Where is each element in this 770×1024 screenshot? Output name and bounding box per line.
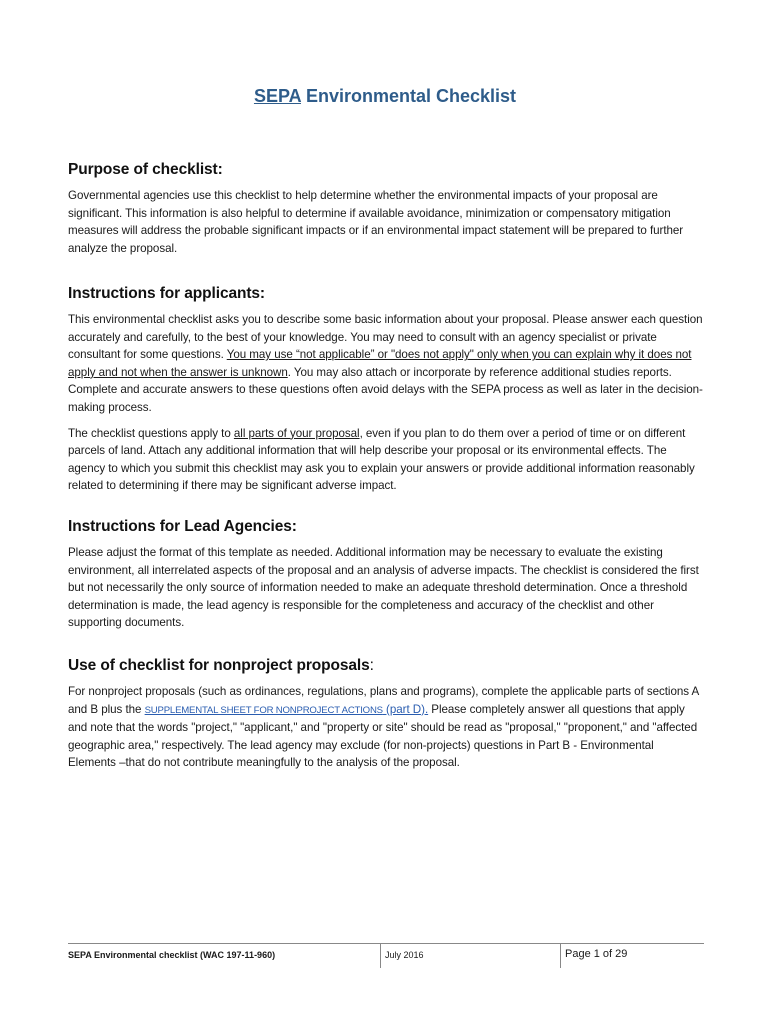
footer-date: July 2016	[385, 950, 424, 960]
supplemental-sheet-link-small: SUPPLEMENTAL SHEET FOR NONPROJECT ACTIONS	[144, 704, 383, 716]
footer-divider	[560, 944, 561, 968]
applicants-heading: Instructions for applicants:	[68, 285, 265, 302]
title-rest: Environmental Checklist	[300, 86, 517, 106]
applicants-p1-underlined: You may use “not applicable” or "does not apply" only when you can explain why it does not apply and not when the answer is unknown	[68, 348, 692, 379]
lead-paragraph: Please adjust the format of this template as needed. Additional information may be necessary to evaluate the existing environment, all interrelated aspects of the proposal and an analysis of adverse impacts. The checklist is considered the first but not necessarily the only source of information needed to make an adequate threshold determination. Once a threshold determination is made, the lead agency is responsible for the completeness and accuracy of the checklist and other supporting documents.	[68, 546, 699, 630]
applicants-paragraph-2	[68, 425, 704, 495]
nonproject-heading	[68, 657, 704, 675]
supplemental-sheet-link-rest: (part D).	[382, 702, 429, 716]
section-lead-agencies	[68, 518, 704, 640]
nonproject-heading-colon: :	[369, 657, 374, 674]
page-footer	[68, 943, 704, 968]
title-abbreviation: SEPA	[253, 86, 301, 106]
section-applicants	[68, 285, 704, 503]
applicants-p1-text-a: This environmental checklist asks you to describe some basic information about your proposal. Please answer each question accurately and carefully, to the best of your knowledge. You may need to consult with an agency specialist or private consultant for some questions.	[68, 313, 703, 362]
page-title	[0, 86, 770, 107]
supplemental-sheet-link[interactable]	[145, 703, 429, 716]
applicants-p1-text-b: . You may also attach or incorporate by reference additional studies reports. Complete and accurate answers to these questions often avoid delays with the SEPA process as well as later in the decision-making process.	[68, 365, 703, 414]
lead-heading: Instructions for Lead Agencies:	[68, 518, 297, 535]
applicants-p2-text-b: , even if you plan to do them over a period of time or on different parcels of land. Attach any additional information that will help describe your proposal or its environmental effects. The agency to which you submit this checklist may ask you to explain your answers or provide additional information reasonably related to determining if there may be significant adverse impact.	[68, 426, 695, 493]
section-nonproject	[68, 657, 704, 780]
applicants-paragraph-1	[68, 311, 704, 417]
footer-document-id: SEPA Environmental checklist (WAC 197-11-960)	[68, 950, 276, 960]
nonproject-paragraph	[68, 683, 704, 772]
applicants-p2-underlined: all parts of your proposal	[233, 426, 360, 440]
applicants-p2-text-a: The checklist questions apply to	[68, 426, 234, 440]
purpose-paragraph: Governmental agencies use this checklist to help determine whether the environmental impacts of your proposal are significant. This information is also helpful to determine if available avoidance, minimization or compensatory mitigation measures will address the probable significant impacts or if an environmental impact statement will be prepared to further analyze the proposal.	[68, 189, 684, 255]
purpose-heading: Purpose of checklist:	[68, 161, 223, 178]
nonproject-text-a: For nonproject proposals (such as ordinances, regulations, plans and programs), complete the applicable parts of sections A and B plus the	[68, 685, 699, 716]
nonproject-heading-text: Use of checklist for nonproject proposals	[68, 657, 370, 674]
section-purpose	[68, 161, 704, 265]
footer-divider	[380, 944, 381, 968]
nonproject-text-b: Please completely answer all questions that apply and note that the words "project," "applicant," and "property or site" should be read as "proposal," "proponent," and "affected geographic area," respectively. The lead agency may exclude (for non-projects) questions in Part B - Environmental Elements –that do not contribute meaningfully to the analysis of the proposal.	[68, 702, 698, 770]
footer-page-number: Page 1 of 29	[565, 948, 628, 960]
